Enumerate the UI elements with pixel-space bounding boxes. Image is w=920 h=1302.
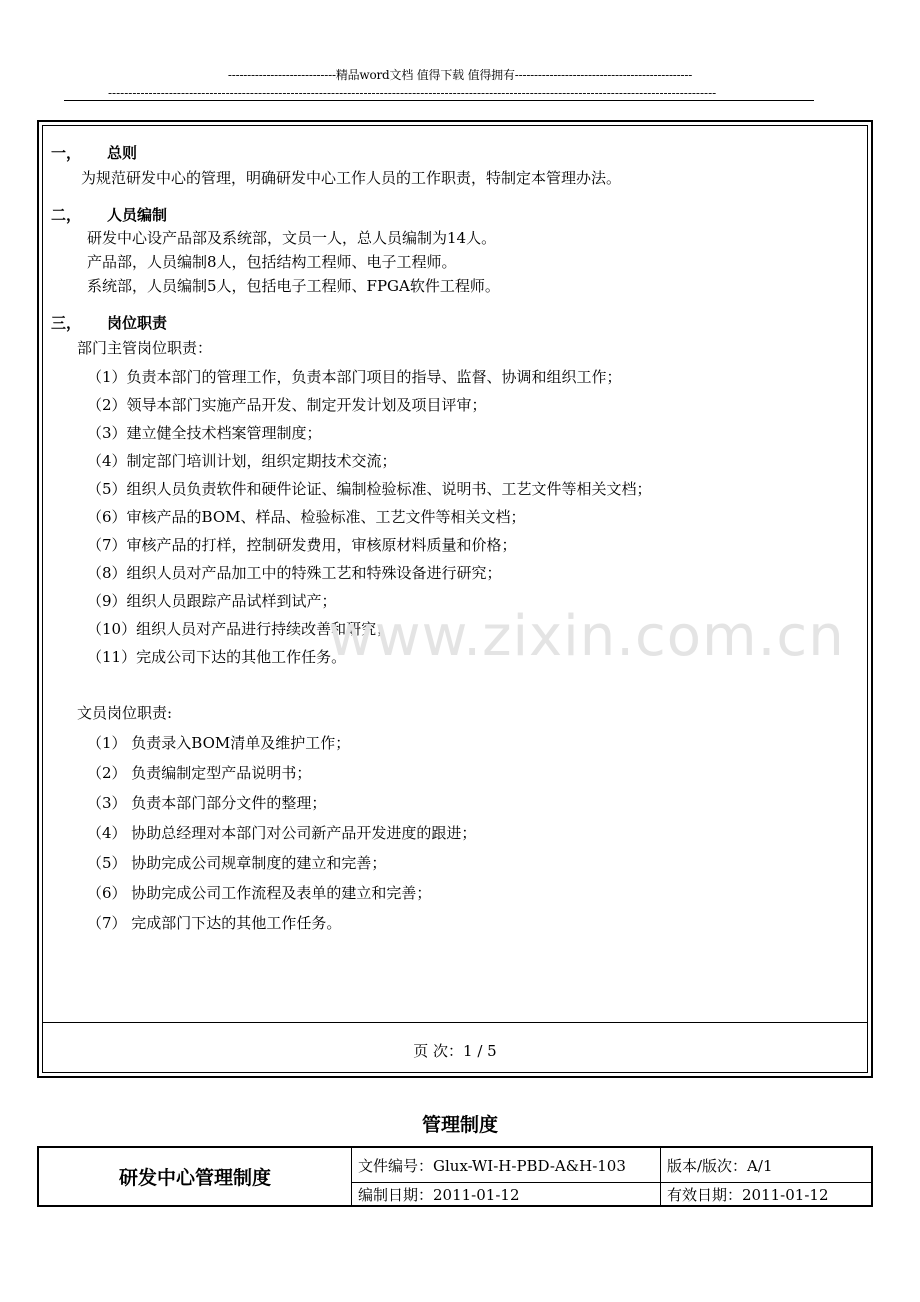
paragraph-line: 产品部，人员编制8人，包括结构工程师、电子工程师。 xyxy=(87,253,457,271)
list-item: （4）制定部门培训计划，组织定期技术交流； xyxy=(87,452,397,470)
compile-date: 编制日期：2011-01-12 xyxy=(352,1183,661,1207)
list-item: （11）完成公司下达的其他工作任务。 xyxy=(87,648,347,666)
subsection-heading: 文员岗位职责: xyxy=(77,704,173,722)
list-item: （7）审核产品的打样，控制研发费用，审核原材料质量和价格； xyxy=(87,536,517,554)
section-heading xyxy=(51,142,137,163)
section-number: 一， xyxy=(51,144,82,162)
section-title: 岗位职责 xyxy=(107,314,168,332)
watermark: www.zixin.com.cn xyxy=(328,604,845,669)
section-title: 人员编制 xyxy=(107,206,168,224)
paragraph-line: 系统部，人员编制5人，包括电子工程师、FPGA软件工程师。 xyxy=(87,277,500,295)
document-header-table xyxy=(37,1146,873,1207)
header-rule xyxy=(64,100,814,101)
list-item: （3）建立健全技术档案管理制度； xyxy=(87,424,322,442)
page-title: 管理制度 xyxy=(421,1114,498,1136)
list-item: （1） 负责录入BOM清单及维护工作； xyxy=(87,734,351,752)
list-item: （5）组织人员负责软件和硬件论证、编制检验标准、说明书、工艺文件等相关文档； xyxy=(87,480,652,498)
list-item: （6） 协助完成公司工作流程及表单的建立和完善； xyxy=(87,884,432,902)
section-heading xyxy=(51,204,167,225)
list-item: （7） 完成部门下达的其他工作任务。 xyxy=(87,914,342,932)
page-frame-inner xyxy=(42,125,868,1073)
page-number: 页 次：1 / 5 xyxy=(413,1042,497,1060)
header-banner: ----------------------------精品word文档 值得下载 值得拥有---------------------------------------------- xyxy=(227,68,693,82)
document-name: 研发中心管理制度 xyxy=(38,1147,352,1206)
list-item: （2） 负责编制定型产品说明书； xyxy=(87,764,312,782)
content-area xyxy=(43,126,867,1023)
section-number: 三， xyxy=(51,314,82,332)
list-item: （1）负责本部门的管理工作，负责本部门项目的指导、监督、协调和组织工作； xyxy=(87,368,622,386)
list-item: （5） 协助完成公司规章制度的建立和完善； xyxy=(87,854,387,872)
list-item: （9）组织人员跟踪产品试样到试产； xyxy=(87,592,337,610)
paragraph-line: 研发中心设产品部及系统部，文员一人，总人员编制为14人。 xyxy=(87,229,497,247)
paragraph-line: 为规范研发中心的管理，明确研发中心工作人员的工作职责，特制定本管理办法。 xyxy=(81,169,622,187)
header-dashes: ------------------------------------------------------------------------------------------------------------------------------------------------------ xyxy=(108,86,717,100)
list-item: （6）审核产品的BOM、样品、检验标准、工艺文件等相关文档； xyxy=(87,508,526,526)
document-number: 文件编号：Glux-WI-H-PBD-A&H-103 xyxy=(352,1147,661,1183)
list-item: （8）组织人员对产品加工中的特殊工艺和特殊设备进行研究； xyxy=(87,564,502,582)
list-item: （10）组织人员对产品进行持续改善和研究； xyxy=(87,620,392,638)
effective-date: 有效日期：2011-01-12 xyxy=(661,1183,873,1207)
subsection-heading: 部门主管岗位职责： xyxy=(77,339,213,357)
list-item: （2）领导本部门实施产品开发、制定开发计划及项目评审； xyxy=(87,396,487,414)
page-frame xyxy=(37,120,873,1078)
section-number: 二， xyxy=(51,206,82,224)
document-version: 版本/版次：A/1 xyxy=(661,1147,873,1183)
list-item: （3） 负责本部门部分文件的整理； xyxy=(87,794,327,812)
list-item: （4） 协助总经理对本部门对公司新产品开发进度的跟进； xyxy=(87,824,477,842)
section-title: 总则 xyxy=(107,144,138,162)
section-heading xyxy=(51,312,167,333)
